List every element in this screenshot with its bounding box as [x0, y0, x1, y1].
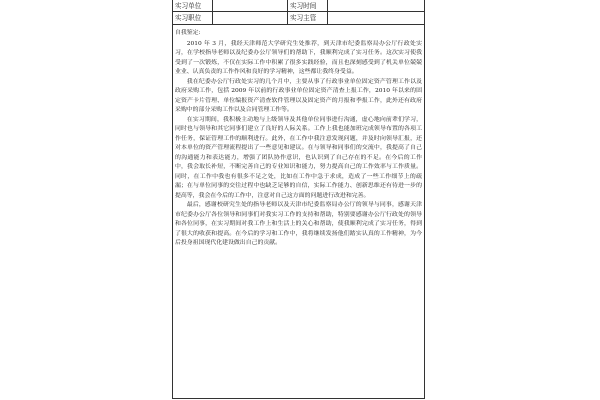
- paragraph-thanks: 最后，感谢校研究生处的指导老师以及天津市纪委监察局办公厅的领导与同事，感谢天津市纪委办公厅各位领导和同事们对我实习工作的支持和帮助，特别要感谢办公厅行政处的领导和各位同事，在实习期间对我工作上和生活上的关心和帮助，使我顺利完成了实习任务，得到了很大的收获和提高。在今后的学习和工作中，我将继续发扬他们踏实认真的工作精神，为今后投身祖国现代化建设做出自己的贡献。: [175, 202, 422, 246]
- internship-time-label: 实习时间: [288, 0, 328, 11]
- self-appraisal-section: [173, 25, 424, 249]
- internship-unit-label: 实习单位: [173, 0, 213, 11]
- internship-unit-value: [213, 0, 288, 11]
- self-appraisal-title: 自我鉴定:: [175, 30, 201, 36]
- internship-supervisor-label: 实习主管: [288, 12, 328, 24]
- form-row-unit-time: [173, 0, 424, 12]
- internship-position-value: [213, 12, 288, 24]
- internship-appraisal-form: [172, 0, 425, 399]
- paragraph-intro: 2010 年 3 月，我经天津师范大学研究生处推荐，到天津市纪委监察局办公厅行政处实习，在学校指导老师以及纪委办公厅领导们的帮助下，我顺利完成了实习任务。这次实习使我受到了一次锻炼，不仅在实际工作中积累了很多实践经验，而且也深刻感受到了机关单位兢兢业业、认真负责的工作作风和良好的学习精神，这些都让我终身受益。: [175, 40, 422, 75]
- internship-time-value: [328, 0, 424, 11]
- paragraph-reflection: 在实习期间，我积极主动地与上级领导及其他单位同事进行沟通，虚心地向前辈们学习，同时也与领导和其它同事们建立了良好的人际关系。工作上我也能加班完成领导布置的各项工作任务，保证管理工作的顺利进行。此外，在工作中我注意发现问题，并及时向领导汇报，还对本单位的资产管理流程提出了一些意见和建议。在与领导和同事们的交流中，我提高了自己的沟通能力和表达能力，增强了团队协作意识，也认识到了自己存在的不足。在今后的工作中，我会取长补短，不断完善自己的专业知识和能力，努力提高自己的工作效率与工作质量。同时，在工作中我也有很多不足之处，比如在工作中急于求成，造成了一些工作细节上的疏漏；在与单位同事的交往过程中也缺乏足够的自信，实际工作能力、创新思维还有待进一步的提高等，我会在今后的工作中，注意对自己这方面的问题进行改进和完善。: [175, 116, 422, 199]
- internship-supervisor-value: [328, 12, 424, 24]
- internship-position-label: 实习职位: [173, 12, 213, 24]
- form-row-position-supervisor: [173, 12, 424, 25]
- paragraph-duties: 我在纪委办公厅行政处实习的几个月中，主要从事了行政事业单位固定资产管理工作以及政府采购工作，包括 2009 年以前的行政事业单位固定资产清查上报工作，2010 年以来的固定资产卡片管理、单位编报资产清查软件管理以及固定资产的月报和季报工作，此外还有政府采购中的部分采购工作以及合同管理工作等。: [175, 78, 422, 113]
